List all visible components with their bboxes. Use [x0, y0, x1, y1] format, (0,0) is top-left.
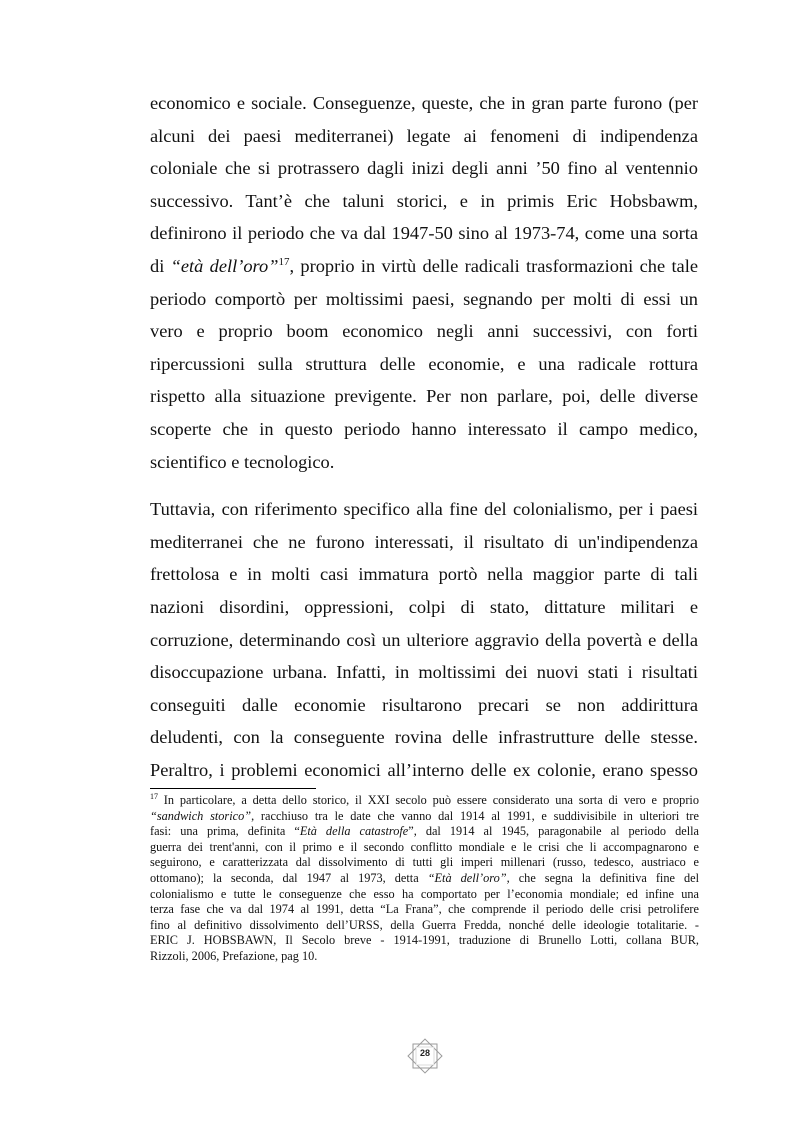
paragraph-1: [150, 87, 698, 478]
text-fragment: che segna la definitiva fine del: [518, 870, 699, 885]
text-line: coloniale che si protrassero dagli inizi degli anni ’50 fino al ventennio: [150, 158, 698, 179]
footnote-line: [150, 871, 699, 887]
italic-quote: “età dell’oro”: [170, 255, 279, 276]
footnote: [150, 793, 699, 965]
text-line: definirono il periodo che va dal 1947-50 sino al 1973-74, come una sorta: [150, 223, 698, 244]
body-text: [150, 87, 698, 786]
text-fragment: ottomano); la seconda, dal 1947 al 1973, detta: [150, 870, 419, 885]
text-fragment: , proprio in virtù delle radicali trasformazioni che tale: [289, 255, 698, 276]
italic-quote: “sandwich storico”: [150, 808, 252, 823]
text-line: mediterranei che ne furono interessati, il risultato di un'indipendenza: [150, 531, 698, 552]
italic-quote: Età della catastrofe: [299, 824, 409, 839]
text-line: economico e sociale. Conseguenze, queste, che in gran parte furono (per: [150, 93, 698, 113]
text-fragment: di: [150, 255, 165, 276]
text-line: rispetto alla situazione previgente. Per non parlare, poi, delle diverse: [150, 386, 698, 407]
footnote-line: guerra dei trent'anni, con il primo e il secondo conflitto mondiale e le crisi che li accompagnarono e: [150, 839, 699, 854]
text-line: ripercussioni sulla struttura delle economie, e una radicale rottura: [150, 353, 698, 374]
page-number: 28: [419, 1048, 430, 1058]
footnote-line: fino al definitivo dissolvimento dell’URSS, della Guerra Fredda, nonché delle ideologie totalitarie. -: [150, 917, 699, 932]
text-fragment: , racchiuso tra le date che vanno dal 1914 al 1991, e suddivisibile in ulteriori tre: [251, 808, 699, 823]
footnote-separator: [150, 788, 316, 789]
text-fragment: ”, dal 1914 al 1945, paragonabile al periodo della: [408, 824, 700, 839]
text-fragment: fasi: una prima, definita “: [150, 824, 300, 839]
footnote-line: colonialismo e tutte le conseguenze che esso ha comportato per l’economia mondiale; ed infine una: [150, 886, 699, 901]
text-line: scoperte che in questo periodo hanno interessato il campo medico,: [150, 418, 698, 439]
footnote-line: ERIC J. HOBSBAWN, Il Secolo breve - 1914-1991, traduzione di Brunello Lotti, collana BUR,: [150, 933, 699, 948]
text-line: periodo comportò per moltissimi paesi, segnando per molti di essi un: [150, 288, 698, 309]
text-line: alcuni dei paesi mediterranei) legate ai fenomeni di indipendenza: [150, 125, 698, 146]
footnote-line: seguirono, e caratterizzata dal dissolvimento di tutti gli imperi millenari (russo, tedesco, austriaco e: [150, 855, 699, 870]
text-line: vero e proprio boom economico negli anni successivi, con forti: [150, 321, 698, 342]
text-line: scientifico e tecnologico.: [150, 451, 335, 472]
paragraph-2: [150, 493, 698, 786]
text-line: corruzione, determinando così un ulteriore aggravio della povertà e della: [150, 629, 698, 650]
text-line: Tuttavia, con riferimento specifico alla fine del colonialismo, per i paesi: [150, 499, 698, 520]
footnote-line: [150, 793, 699, 809]
text-line: [150, 250, 698, 283]
text-fragment: In particolare, a detta dello storico, il XXI secolo può essere considerato una sorta di vero e proprio: [158, 793, 699, 807]
footnote-number: 17: [150, 791, 158, 801]
footnote-line: terza fase che va dal 1974 al 1991, detta “La Frana”, che comprende il periodo delle crisi petrolifere: [150, 902, 699, 917]
text-line: successivo. Tant’è che taluni storici, e in primis Eric Hobsbawm,: [150, 190, 698, 211]
text-line: Peraltro, i problemi economici all’interno delle ex colonie, erano spesso: [150, 759, 698, 780]
text-line: deludenti, con la conseguente rovina delle infrastrutture delle stesse.: [150, 727, 698, 748]
footnote-line: [150, 824, 699, 840]
text-line: disoccupazione urbana. Infatti, in moltissimi dei nuovi stati i risultati: [150, 662, 698, 683]
footnote-line: [150, 809, 699, 825]
text-line: frettolosa e in molti casi immatura portò nella maggior parte di tali: [150, 564, 698, 585]
footnote-reference: 17: [278, 255, 290, 268]
footnote-line: Rizzoli, 2006, Prefazione, pag 10.: [150, 948, 318, 963]
text-line: conseguiti dalle economie risultarono precari se non addirittura: [150, 694, 698, 715]
text-line: nazioni disordini, oppressioni, colpi di stato, dittature militari e: [150, 596, 698, 617]
italic-quote: “Età dell’oro”,: [427, 870, 510, 885]
